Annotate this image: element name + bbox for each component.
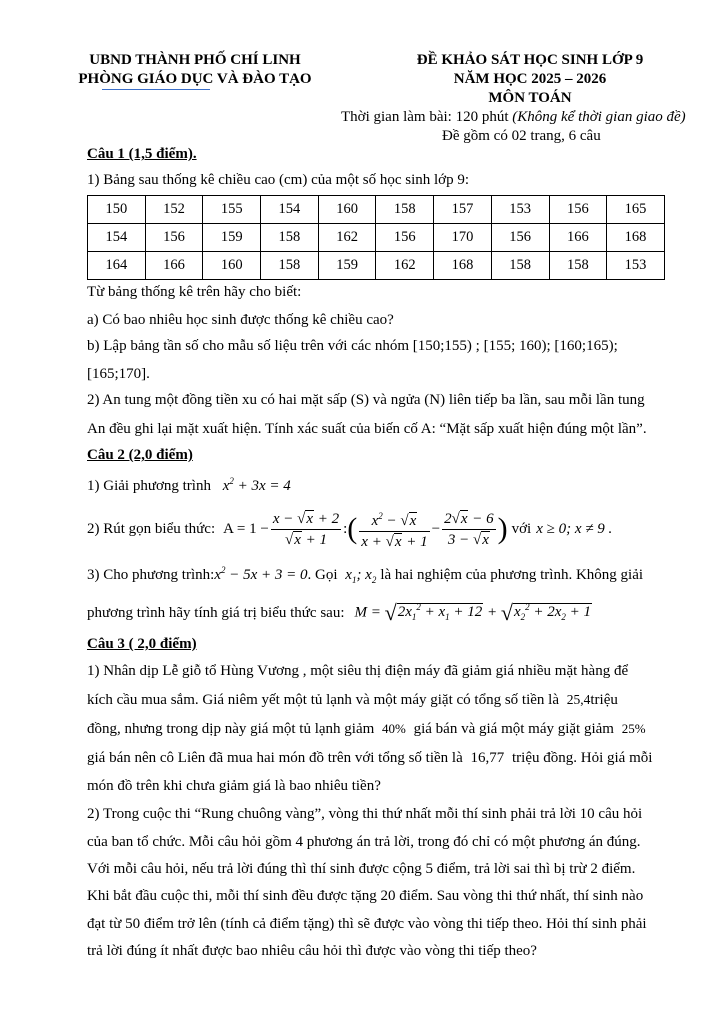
table-cell: 156 [549, 196, 607, 224]
q3-part2-line5: đạt từ 50 điểm trở lên (tính cả điểm tặng) thì sẽ được vào vòng thi tiếp theo. Hỏi thí sinh phải [87, 916, 647, 932]
table-row [88, 252, 665, 280]
q3-part1-line3: đồng, nhưng trong dịp này giá một tủ lạnh giảm 40% giá bán và giá một máy giặt giảm 25% [87, 721, 646, 737]
q1-part2-line2: An đều ghi lại mặt xuất hiện. Tính xác suất của biến cố A: “Mặt sấp xuất hiện đúng một lần”. [87, 421, 647, 437]
table-cell: 168 [434, 252, 492, 280]
fraction-2: $\frac{x^2 - √x}{x + √x + 1}$ [359, 506, 429, 552]
table-cell: 162 [376, 252, 434, 280]
q3-part2-line4: Khi bắt đầu cuộc thi, mỗi thí sinh đều được tặng 20 điểm. Sau vòng thi thứ nhất, thí sinh nào [87, 888, 644, 904]
q3-part1-line1: 1) Nhân dịp Lễ giỗ tổ Hùng Vương , một siêu thị điện máy đã giảm giá nhiều mặt hàng để [87, 663, 629, 679]
table-cell: 170 [434, 224, 492, 252]
q3-title: Câu 3 ( 2,0 điểm) [87, 636, 197, 652]
q2-part2: 2) Rút gọn biểu thức: A = 1 − $\frac{x - √x + 2}{√x + 1}$ : ( $\frac{x^2 - √x}{x + √x + 1}$ − $\frac{2√x - 6}{3 - √x}$ ) với x ≥ 0; x ≠ 9 . [87, 508, 612, 550]
table-cell: 158 [376, 196, 434, 224]
table-cell: 155 [203, 196, 261, 224]
exam-title: ĐỀ KHẢO SÁT HỌC SINH LỚP 9 [416, 52, 644, 68]
header-divider [102, 89, 210, 90]
q3-part2-line3: Với mỗi câu hỏi, nếu trả lời đúng thì thí sinh được cộng 5 điểm, trả lời sai thì bị trừ 2 điểm. [87, 861, 636, 877]
table-cell: 156 [491, 224, 549, 252]
fraction-3: $\frac{2√x - 6}{3 - √x}$ [444, 510, 494, 548]
table-cell: 150 [88, 196, 146, 224]
q1-part1: 1) Bảng sau thống kê chiều cao (cm) của một số học sinh lớp 9: [87, 172, 470, 188]
table-cell: 159 [203, 224, 261, 252]
expression-A: A = 1 − [223, 520, 269, 537]
q3-part2-line2: của ban tổ chức. Mỗi câu hỏi gồm 4 phương án trả lời, trong đó chỉ có một phương án đúng. [87, 834, 641, 850]
q2-part3-line2: phương trình hãy tính giá trị biểu thức sau: $M = √2x_1^2 + x_1 + 12 + √x_2^2 + 2x_2 + 1$ [87, 600, 592, 625]
table-cell: 159 [318, 252, 376, 280]
table-cell: 162 [318, 224, 376, 252]
condition: x ≥ 0; x ≠ 9 . [536, 520, 613, 537]
q2-part1: 1) Giải phương trình $x^2 + 3x = 4$ [87, 476, 291, 494]
table-cell: 154 [261, 196, 319, 224]
table-cell: 160 [318, 196, 376, 224]
table-cell: 168 [607, 224, 665, 252]
equation-2: $x^2 - 5x + 3 = 0$ [214, 565, 308, 583]
q3-part1-line4: giá bán nên cô Liên đã mua hai món đồ trên với tổng số tiền là 16,77 triệu đồng. Hỏi giá mỗi [87, 750, 653, 766]
table-cell: 164 [88, 252, 146, 280]
table-cell: 166 [549, 224, 607, 252]
issuer-department: PHÒNG GIÁO DỤC VÀ ĐÀO TẠO [78, 71, 312, 87]
table-row [88, 196, 665, 224]
q1-part-b-line1: b) Lập bảng tần số cho mẫu số liệu trên với các nhóm [150;155) ; [155; 160); [160;165); [87, 338, 618, 354]
table-cell: 152 [145, 196, 203, 224]
table-cell: 158 [491, 252, 549, 280]
expression-M: $M = √2x_1^2 + x_1 + 12 + √x_2^2 + 2x_2 + 1$ [354, 600, 592, 625]
table-cell: 154 [88, 224, 146, 252]
table-cell: 153 [491, 196, 549, 224]
fraction-1: $\frac{x - √x + 2}{√x + 1}$ [272, 510, 340, 548]
table-cell: 158 [549, 252, 607, 280]
q1-part2-line1: 2) An tung một đồng tiền xu có hai mặt sấp (S) và ngửa (N) liên tiếp ba lần, sau mỗi lần tung [87, 392, 645, 408]
q1-part-b-line2: [165;170]. [87, 366, 150, 382]
school-year: NĂM HỌC 2025 – 2026 [453, 71, 607, 87]
q2-title: Câu 2 (2,0 điểm) [87, 447, 193, 463]
q3-part2-line6: trả lời đúng ít nhất được bao nhiêu câu hỏi thì được vào vòng thi tiếp theo? [87, 943, 537, 959]
equation-1: $x^2 + 3x = 4$ [222, 476, 291, 494]
table-cell: 153 [607, 252, 665, 280]
height-table [87, 195, 665, 280]
table-cell: 156 [145, 224, 203, 252]
subject: MÔN TOÁN [488, 90, 572, 106]
table-cell: 156 [376, 224, 434, 252]
q1-table-intro: Từ bảng thống kê trên hãy cho biết: [87, 284, 302, 300]
table-cell: 165 [607, 196, 665, 224]
page-count: Đề gồm có 02 trang, 6 câu [442, 128, 601, 144]
q1-title: Câu 1 (1,5 điểm). [87, 146, 197, 162]
q1-part-a: a) Có bao nhiêu học sinh được thống kê chiều cao? [87, 312, 394, 328]
q2-part3-line1: 3) Cho phương $trình:x^2 - 5x + 3 = 0$. Gọi $x_1$; $x_2$ là hai nghiệm của phương trình. Không giải [87, 565, 644, 585]
exam-time: Thời gian làm bài: 120 phút (Không kể thời gian giao đề) [341, 109, 686, 125]
table-cell: 157 [434, 196, 492, 224]
table-row [88, 224, 665, 252]
q3-part1-line5: món đồ trên khi chưa giảm giá là bao nhiêu tiền? [87, 778, 381, 794]
q3-part2-line1: 2) Trong cuộc thi “Rung chuông vàng”, vòng thi thứ nhất mỗi thí sinh phải trả lời 10 câu hỏi [87, 806, 643, 822]
table-cell: 158 [261, 224, 319, 252]
roots: $x_1$; $x_2$ [345, 567, 377, 585]
table-cell: 166 [145, 252, 203, 280]
issuer-city: UBND THÀNH PHỐ CHÍ LINH [89, 52, 301, 68]
table-cell: 160 [203, 252, 261, 280]
table-cell: 158 [261, 252, 319, 280]
q3-part1-line2: kích cầu mua sắm. Giá niêm yết một tủ lạnh và một máy giặt có tổng số tiền là 25,4triệu [87, 692, 618, 708]
